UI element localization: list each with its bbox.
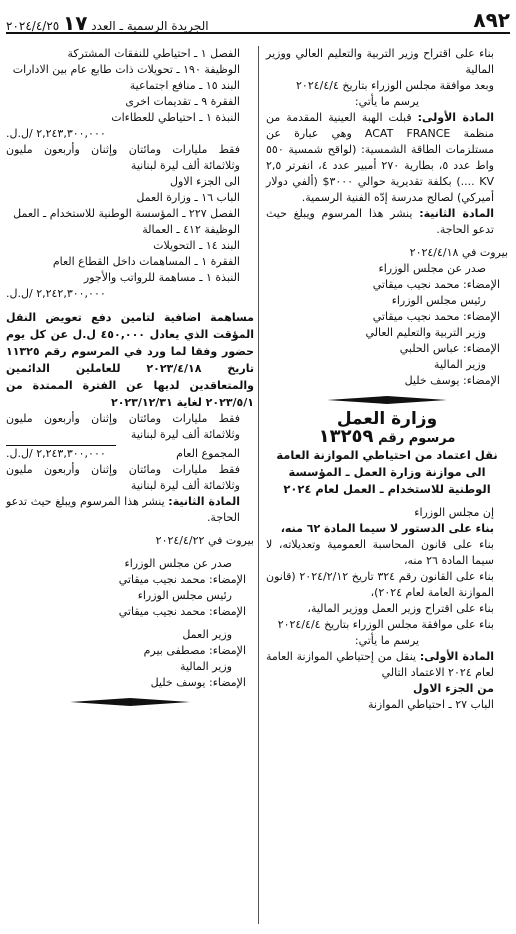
budget-line: البند ١٥ ـ منافع اجتماعية: [129, 79, 240, 92]
signatory-title: وزير المالية: [180, 660, 232, 673]
section-divider-arrow: [6, 697, 254, 707]
right-column: [266, 46, 508, 934]
budget-line: الفصل ١ ـ احتياطي للنفقات المشتركة: [67, 47, 240, 60]
decree-subject: نقل اعتماد من احتياطي الموازنة العامة الى موازنة وزارة العمل ـ المؤسسة الوطنية للاستخدام ـ العمل لعام ٢٠٢٤: [276, 448, 498, 496]
issue-date: ٢٠٢٤/٤/٢٥: [6, 19, 60, 33]
decrees-line: يرسم ما يأتي:: [354, 634, 420, 647]
place-date: بيروت في ٢٠٢٤/٤/١٨: [409, 246, 508, 259]
article-text: ينقل من إحتياطي الموازنة العامة لعام ٢٠٢٤ الاعتماد التالي: [266, 650, 494, 679]
amount: ٢,٢٤٢,٣٠٠,٠٠٠ /ل.ل.: [6, 287, 106, 300]
signature: الإمضاء: يوسف خليل: [404, 374, 500, 387]
signatory-title: رئيس مجلس الوزراء: [137, 589, 232, 602]
article-label: المادة الأولى:: [417, 111, 494, 124]
signature: الإمضاء: مصطفى بيرم: [143, 644, 246, 657]
budget-line: الباب ١٦ ـ وزارة العمل: [136, 191, 240, 204]
decrees-line: يرسم ما يأتي:: [354, 95, 420, 108]
amount-in-words: فقط مليارات ومائتان وإثنان وأربعون مليون وثلاثمائة ألف ليرة لبنانية: [6, 463, 240, 492]
signatory-title: وزير التربية والتعليم العالي: [365, 326, 486, 339]
issued-by: صدر عن مجلس الوزراء: [124, 557, 232, 570]
basis-line: بناء على اقتراح وزير العمل ووزير المالية،: [307, 602, 494, 615]
page-number: ٨٩٢: [473, 8, 510, 32]
gazette-name: الجريدة الرسمية ـ العدد: [91, 19, 209, 33]
section-divider-arrow: [266, 395, 508, 405]
signatory-title: وزير المالية: [434, 358, 486, 371]
budget-line: الفقرة ٩ ـ تقديمات اخرى: [125, 95, 240, 108]
total-amount: ٢,٢٤٣,٣٠٠,٠٠٠ /ل.ل.: [6, 447, 106, 460]
issued-by: صدر عن مجلس الوزراء: [378, 262, 486, 275]
decree-number: ١٣٢٥٩: [318, 426, 374, 447]
budget-line: الوظيفة ١٩٠ ـ تحويلات ذات طابع عام بين الادارات: [12, 63, 240, 76]
budget-line: البند ١٤ ـ التحويلات: [153, 239, 240, 252]
preamble: إن مجلس الوزراء: [414, 506, 494, 519]
signature: الإمضاء: يوسف خليل: [150, 676, 246, 689]
signature: الإمضاء: عباس الحلبي: [399, 342, 500, 355]
budget-line: الوظيفة ٤١٢ ـ العمالة: [142, 223, 240, 236]
article-label: المادة الثانية:: [168, 495, 240, 508]
part-heading: الى الجزء الاول: [170, 175, 240, 188]
decree-label: مرسوم رقم: [378, 431, 456, 446]
budget-line: النبذة ١ ـ مساهمة للرواتب والأجور: [83, 271, 240, 284]
gazette-title: [6, 11, 209, 35]
article-2: [266, 206, 508, 238]
page-header: [6, 8, 510, 34]
signature: الإمضاء: محمد نجيب ميقاتي: [372, 310, 500, 323]
budget-line: النبذة ١ ـ احتياطي للعطاءات: [111, 111, 240, 124]
issue-number: ١٧: [63, 11, 88, 35]
article-1: [266, 110, 508, 206]
signature: الإمضاء: محمد نجيب ميقاتي: [118, 573, 246, 586]
place-date: بيروت في ٢٠٢٤/٤/٢٢: [155, 534, 254, 547]
article-text: ينشر هذا المرسوم ويبلغ حيث تدعو الحاجة.: [266, 207, 494, 236]
basis-line: بناء على القانون رقم ٣٢٤ تاريخ ٢٠٢٤/٢/١٢ (قانون الموازنة العامة لعام ٢٠٢٤)،: [266, 570, 494, 599]
signature: الإمضاء: محمد نجيب ميقاتي: [118, 605, 246, 618]
article-text: قبلت الهبة العينية المقدمة من منظمة ACAT FRANCE وهي عبارة عن مستلزمات الطاقة الشمسية: (لواقح شمسية ٥٥٠ واط عدد ٥، بطارية ٢٧٠ أمبير عدد ٤، انفرتر ٢,٥ KV ....) بكلفة تقديرية حوالي ٣٠٠٠$ (ألفي دولار أميركي) لصالح مدرسة إدّه الفنية الرسمية.: [266, 111, 494, 204]
paragraph: بناء على اقتراح وزير التربية والتعليم العالي ووزير المالية: [266, 47, 494, 76]
basis-line: بناء على قانون المحاسبة العمومية وتعديلاته، لا سيما المادة ٢٦ منه،: [266, 538, 494, 567]
decree-heading: [266, 426, 508, 447]
total-line: [6, 446, 254, 462]
ministry-heading: وزارة العمل: [336, 409, 438, 429]
article-text: ينشر هذا المرسوم ويبلغ حيث تدعو الحاجة.: [6, 495, 240, 524]
left-column: [6, 46, 254, 934]
basis-line: بناء على الدستور لا سيما المادة ٦٢ منه،: [280, 522, 494, 535]
amount: ٢,٢٤٣,٣٠٠,٠٠٠ /ل.ل.: [6, 127, 106, 140]
amount-in-words: فقط مليارات ومائتان وإثنان وأربعون مليون وثلاثمائة ألف ليرة لبنانية: [6, 143, 240, 172]
budget-line: الفقرة ١ ـ المساهمات داخل القطاع العام: [52, 255, 240, 268]
basis-line: بناء على موافقة مجلس الوزراء بتاريخ ٢٠٢٤/٤/٤: [277, 618, 494, 631]
article-1: [266, 649, 508, 681]
article-2: [6, 494, 254, 526]
column-divider: [258, 46, 259, 924]
signatory-title: وزير العمل: [182, 628, 232, 641]
budget-line: الفصل ٢٢٧ ـ المؤسسة الوطنية للاستخدام ـ العمل: [13, 207, 240, 220]
signatory-title: رئيس مجلس الوزراء: [391, 294, 486, 307]
article-label: المادة الأولى:: [419, 650, 494, 663]
part-heading: من الجزء الاول: [412, 682, 494, 695]
signature: الإمضاء: محمد نجيب ميقاتي: [372, 278, 500, 291]
budget-line: الباب ٢٧ ـ احتياطي الموازنة: [367, 698, 494, 711]
total-label: المجموع العام: [176, 447, 240, 460]
article-label: المادة الثانية:: [419, 207, 494, 220]
paragraph: وبعد موافقة مجلس الوزراء بتاريخ ٢٠٢٤/٤/٤: [296, 79, 494, 92]
contribution-note: مساهمة اضافية لتامين دفع تعويض النقل المؤقت الذي يعادل ٤٥٠,٠٠٠ ل.ل عن كل يوم حضور وفقا لما ورد في المرسوم رقم ١١٣٢٥ تاريخ ٢٠٢٣/٤/١٨ للعاملين الدائمين والمتعاقدين لديها عن الفترة الممتدة من ٢٠٢٣/٥/١ لغاية ٢٠٢٣/١٢/٣١: [6, 311, 254, 409]
amount-in-words: فقط مليارات ومائتان وإثنان وأربعون مليون وثلاثمائة ألف ليرة لبنانية: [6, 412, 240, 441]
